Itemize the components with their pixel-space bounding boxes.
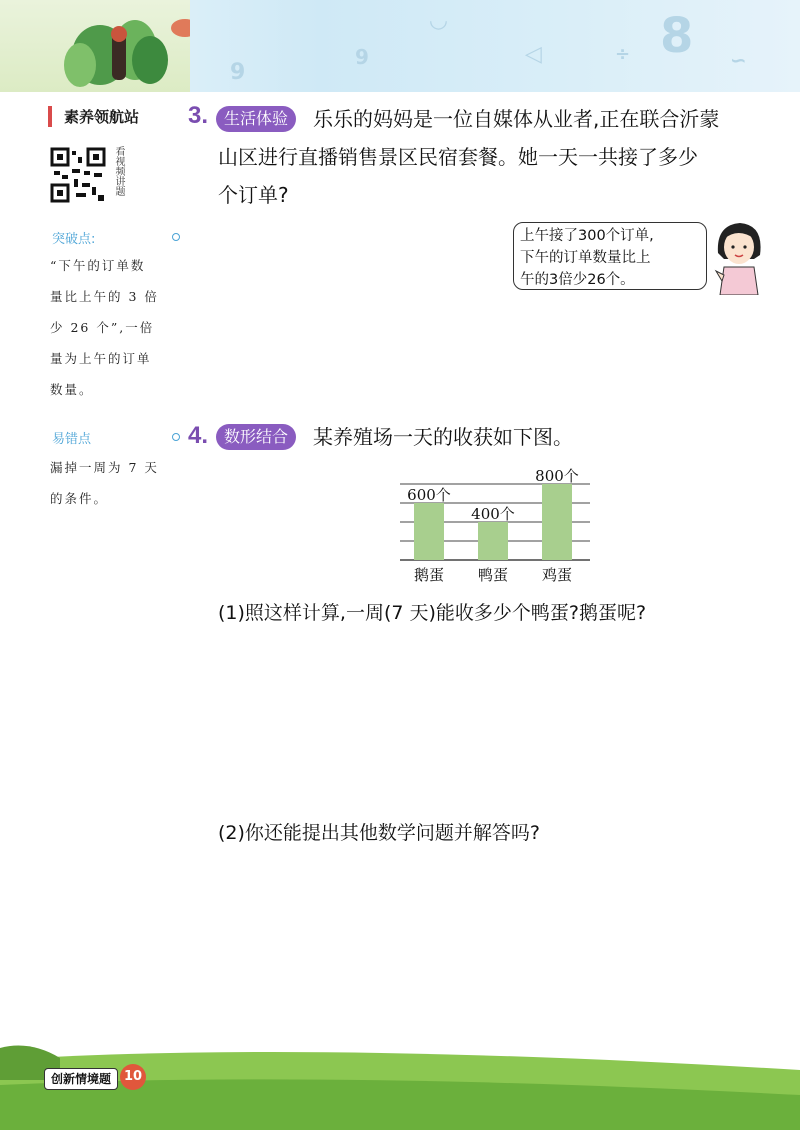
dot-icon xyxy=(172,233,180,241)
speech-line: 上午接了300个订单, xyxy=(520,228,654,244)
qr-label: 看视频讲题 xyxy=(113,146,124,196)
question-2: (2)你还能提出其他数学问题并解答吗? xyxy=(218,822,540,844)
problem-3-badge: 生活体验 xyxy=(216,106,296,132)
breakthrough-heading: 突破点: xyxy=(52,232,96,247)
error-text xyxy=(50,452,159,514)
dot-icon xyxy=(172,433,180,441)
girl-illustration-icon xyxy=(708,215,768,295)
header-banner: ◡ 9 ◁ ÷ 8 ∽ 9 xyxy=(0,0,800,92)
speech-line: 午的3倍少26个。 xyxy=(520,272,635,288)
breakthrough-line: 量比上午的 3 倍 xyxy=(50,289,159,304)
qr-code-icon[interactable] xyxy=(50,147,106,203)
breakthrough-line: 量为上午的订单 xyxy=(50,351,152,366)
sidebar-title: 素养领航站 xyxy=(48,106,139,127)
grass-hill-footer xyxy=(0,1040,800,1130)
problem-4-text: 某养殖场一天的收获如下图。 xyxy=(313,425,573,449)
page-number: 10 xyxy=(120,1064,146,1090)
problem-3-line-3: 个订单? xyxy=(218,183,289,207)
category-label: 鸡蛋 xyxy=(541,566,573,584)
leaves-icon xyxy=(0,0,190,92)
bar-0 xyxy=(414,503,444,560)
breakthrough-line: 数量。 xyxy=(50,382,94,397)
footer-label: 创新情境题 xyxy=(44,1068,118,1090)
error-line: 的条件。 xyxy=(50,491,109,506)
breakthrough-line: “下午的订单数 xyxy=(50,258,146,273)
error-heading: 易错点 xyxy=(52,432,92,447)
plant-illustration xyxy=(0,0,190,92)
question-1: (1)照这样计算,一周(7 天)能收多少个鸭蛋?鹅蛋呢? xyxy=(218,602,647,624)
bar-1 xyxy=(478,522,508,560)
egg-bar-chart xyxy=(380,462,600,592)
category-label: 鹅蛋 xyxy=(413,566,445,584)
speech-line: 下午的订单数量比上 xyxy=(520,250,651,266)
breakthrough-line: 少 26 个”,一倍 xyxy=(50,320,155,335)
problem-4-number: 4. xyxy=(188,422,209,449)
error-line: 漏掉一周为 7 天 xyxy=(50,460,159,475)
breakthrough-text xyxy=(50,250,159,405)
bar-value-label: 600个 xyxy=(407,486,451,504)
problem-3-line-1: 乐乐的妈妈是一位自媒体从业者,正在联合沂蒙 xyxy=(313,107,720,131)
problem-4-badge: 数形结合 xyxy=(216,424,296,450)
category-label: 鸭蛋 xyxy=(477,566,509,584)
bar-value-label: 800个 xyxy=(535,467,579,485)
bar-2 xyxy=(542,484,572,560)
bar-value-label: 400个 xyxy=(471,505,515,523)
problem-3-line-2: 山区进行直播销售景区民宿套餐。她一天一共接了多少 xyxy=(218,145,698,169)
speech-bubble xyxy=(513,222,707,290)
problem-3-number: 3. xyxy=(188,102,209,129)
